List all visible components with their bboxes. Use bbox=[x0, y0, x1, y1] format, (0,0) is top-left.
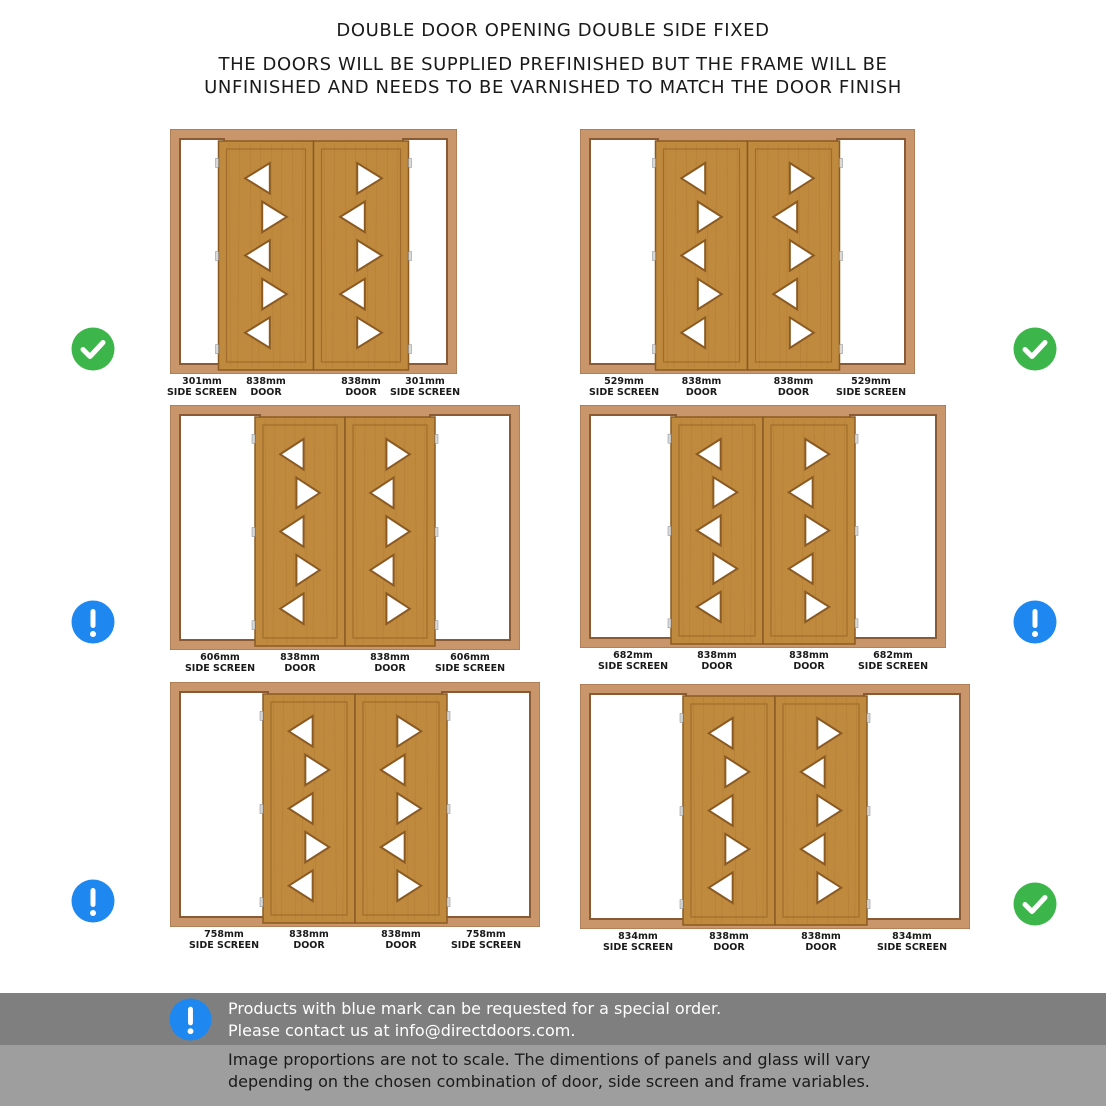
page-title: DOUBLE DOOR OPENING DOUBLE SIDE FIXED bbox=[336, 20, 770, 41]
available-check-icon bbox=[1013, 327, 1057, 371]
footer-disclaimer bbox=[228, 1049, 870, 1093]
door-leaf bbox=[748, 141, 840, 370]
left-door-label bbox=[246, 376, 286, 398]
footer-note-line-1: Products with blue mark can be requested for a special order. bbox=[228, 999, 722, 1018]
door-option-6 bbox=[580, 684, 970, 929]
available-check-icon bbox=[71, 327, 115, 371]
dimension-caption: SIDE SCREEN bbox=[389, 387, 461, 398]
door-leaf bbox=[314, 141, 409, 370]
hinge bbox=[668, 619, 671, 628]
dimension-caption: DOOR bbox=[284, 663, 316, 674]
hinge bbox=[840, 345, 843, 354]
hinge bbox=[840, 158, 843, 167]
right-side-screen bbox=[864, 694, 960, 919]
dimension-caption: SIDE SCREEN bbox=[166, 387, 238, 398]
left-side-screen-label bbox=[167, 376, 237, 398]
footer-note-line-2: Please contact us at info@directdoors.com. bbox=[228, 1021, 576, 1040]
door-option-5 bbox=[170, 682, 540, 927]
door-set-drawing bbox=[580, 129, 915, 374]
right-side-screen-label bbox=[858, 650, 928, 672]
door-leaf bbox=[355, 694, 447, 923]
right-side-screen-label bbox=[836, 376, 906, 398]
special-order-exclamation-icon bbox=[71, 879, 115, 923]
door-leaf bbox=[683, 696, 775, 925]
door-leaf bbox=[775, 696, 867, 925]
hinge bbox=[252, 621, 255, 630]
dimension-value: 529mm bbox=[851, 376, 891, 387]
dimension-value: 838mm bbox=[709, 931, 749, 942]
hinge bbox=[409, 158, 412, 167]
dimension-value: 838mm bbox=[789, 650, 829, 661]
left-side-screen-label bbox=[189, 929, 259, 951]
door-leaf bbox=[219, 141, 314, 370]
hinge bbox=[435, 528, 438, 537]
left-side-screen bbox=[180, 415, 260, 640]
hinge bbox=[855, 434, 858, 443]
dimension-caption: DOOR bbox=[713, 942, 745, 953]
right-side-screen bbox=[430, 415, 510, 640]
dimension-value: 301mm bbox=[182, 376, 222, 387]
dimension-value: 838mm bbox=[697, 650, 737, 661]
door-leaf bbox=[763, 417, 855, 644]
dimension-caption: SIDE SCREEN bbox=[835, 387, 907, 398]
left-side-screen-label bbox=[589, 376, 659, 398]
hinge bbox=[435, 621, 438, 630]
dimension-caption: SIDE SCREEN bbox=[434, 663, 506, 674]
left-side-screen-label bbox=[603, 931, 673, 953]
door-leaf bbox=[656, 141, 748, 370]
right-side-screen-label bbox=[451, 929, 521, 951]
dimension-caption: DOOR bbox=[374, 663, 406, 674]
door-set-drawing bbox=[580, 684, 970, 929]
dimension-value: 838mm bbox=[381, 929, 421, 940]
dimension-caption: SIDE SCREEN bbox=[597, 661, 669, 672]
hinge bbox=[252, 434, 255, 443]
left-door-label bbox=[682, 376, 722, 398]
hinge bbox=[260, 898, 263, 907]
hinge bbox=[840, 252, 843, 261]
hinge bbox=[867, 713, 870, 722]
special-order-exclamation-icon bbox=[169, 998, 212, 1041]
dimension-value: 606mm bbox=[450, 652, 490, 663]
door-set-drawing bbox=[580, 405, 946, 648]
hinge bbox=[867, 900, 870, 909]
right-door-label bbox=[370, 652, 410, 674]
left-side-screen bbox=[180, 692, 268, 917]
door-leaf bbox=[263, 694, 355, 923]
dimension-caption: SIDE SCREEN bbox=[588, 387, 660, 398]
hinge bbox=[855, 527, 858, 536]
special-order-exclamation-icon bbox=[71, 600, 115, 644]
dimension-value: 838mm bbox=[341, 376, 381, 387]
hinge bbox=[668, 434, 671, 443]
dimension-value: 682mm bbox=[873, 650, 913, 661]
door-option-1 bbox=[170, 129, 457, 374]
dimension-value: 838mm bbox=[280, 652, 320, 663]
dimension-value: 838mm bbox=[246, 376, 286, 387]
dimension-value: 301mm bbox=[405, 376, 445, 387]
footer-disclaimer-line-1: Image proportions are not to scale. The dimentions of panels and glass will vary bbox=[228, 1050, 871, 1069]
dimension-caption: SIDE SCREEN bbox=[857, 661, 929, 672]
right-door-label bbox=[341, 376, 381, 398]
dimension-value: 838mm bbox=[370, 652, 410, 663]
dimension-caption: SIDE SCREEN bbox=[188, 940, 260, 951]
dimension-value: 838mm bbox=[681, 376, 722, 387]
hinge bbox=[260, 711, 263, 720]
dimension-caption: SIDE SCREEN bbox=[602, 942, 674, 953]
hinge bbox=[409, 252, 412, 261]
dimension-value: 606mm bbox=[200, 652, 240, 663]
hinge bbox=[855, 619, 858, 628]
hinge bbox=[447, 711, 450, 720]
left-side-screen-label bbox=[598, 650, 668, 672]
hinge bbox=[435, 434, 438, 443]
door-option-2 bbox=[580, 129, 915, 374]
right-side-screen-label bbox=[390, 376, 460, 398]
left-side-screen-label bbox=[185, 652, 255, 674]
right-door-label bbox=[789, 650, 829, 672]
left-side-screen bbox=[590, 139, 658, 364]
hinge bbox=[447, 898, 450, 907]
special-order-exclamation-icon bbox=[1013, 600, 1057, 644]
door-leaf bbox=[255, 417, 345, 646]
page-subtitle bbox=[0, 53, 1106, 99]
dimension-value: 758mm bbox=[204, 929, 244, 940]
dimension-caption: SIDE SCREEN bbox=[876, 942, 948, 953]
left-door-label bbox=[697, 650, 737, 672]
dimension-caption: DOOR bbox=[793, 661, 825, 672]
hinge bbox=[680, 713, 683, 722]
hinge bbox=[680, 900, 683, 909]
door-leaf bbox=[345, 417, 435, 646]
dimension-caption: DOOR bbox=[701, 661, 733, 672]
dimension-caption: DOOR bbox=[385, 940, 417, 951]
door-set-drawing bbox=[170, 129, 457, 374]
right-side-screen-label bbox=[877, 931, 947, 953]
dimension-value: 838mm bbox=[801, 931, 841, 942]
right-door-label bbox=[801, 931, 841, 953]
dimension-value: 838mm bbox=[289, 929, 329, 940]
right-side-screen bbox=[850, 415, 936, 638]
hinge bbox=[653, 158, 656, 167]
dimension-caption: DOOR bbox=[805, 942, 837, 953]
footer-disclaimer-line-2: depending on the chosen combination of door, side screen and frame variables. bbox=[228, 1072, 870, 1091]
left-door-label bbox=[280, 652, 320, 674]
hinge bbox=[668, 527, 671, 536]
hinge bbox=[867, 807, 870, 816]
door-leaf bbox=[671, 417, 763, 644]
dimension-caption: SIDE SCREEN bbox=[450, 940, 522, 951]
left-side-screen bbox=[590, 694, 686, 919]
dimension-value: 838mm bbox=[773, 376, 814, 387]
right-door-label bbox=[774, 376, 814, 398]
footer-note bbox=[228, 998, 721, 1042]
hinge bbox=[447, 805, 450, 814]
dimension-value: 758mm bbox=[466, 929, 506, 940]
door-option-4 bbox=[580, 405, 946, 648]
hinge bbox=[680, 807, 683, 816]
hinge bbox=[216, 158, 219, 167]
dimension-caption: DOOR bbox=[293, 940, 325, 951]
hinge bbox=[653, 345, 656, 354]
subtitle-line-1: THE DOORS WILL BE SUPPLIED PREFINISHED BUT THE FRAME WILL BE bbox=[218, 54, 888, 75]
subtitle-line-2: UNFINISHED AND NEEDS TO BE VARNISHED TO MATCH THE DOOR FINISH bbox=[204, 77, 902, 98]
door-set-drawing bbox=[170, 405, 520, 650]
dimension-caption: DOOR bbox=[777, 387, 810, 398]
available-check-icon bbox=[1013, 882, 1057, 926]
hinge bbox=[216, 345, 219, 354]
dimension-value: 834mm bbox=[618, 931, 658, 942]
right-side-screen bbox=[837, 139, 905, 364]
dimension-caption: DOOR bbox=[345, 387, 377, 398]
dimension-value: 682mm bbox=[613, 650, 653, 661]
dimension-value: 834mm bbox=[892, 931, 932, 942]
door-option-3 bbox=[170, 405, 520, 650]
left-side-screen bbox=[590, 415, 676, 638]
hinge bbox=[216, 252, 219, 261]
left-door-label bbox=[709, 931, 749, 953]
dimension-caption: SIDE SCREEN bbox=[184, 663, 256, 674]
door-set-drawing bbox=[170, 682, 540, 927]
dimension-caption: DOOR bbox=[685, 387, 718, 398]
hinge bbox=[409, 345, 412, 354]
dimension-caption: DOOR bbox=[250, 387, 282, 398]
hinge bbox=[252, 528, 255, 537]
left-door-label bbox=[289, 929, 329, 951]
right-side-screen-label bbox=[435, 652, 505, 674]
hinge bbox=[260, 805, 263, 814]
dimension-value: 529mm bbox=[604, 376, 644, 387]
hinge bbox=[653, 252, 656, 261]
right-door-label bbox=[381, 929, 421, 951]
right-side-screen bbox=[442, 692, 530, 917]
